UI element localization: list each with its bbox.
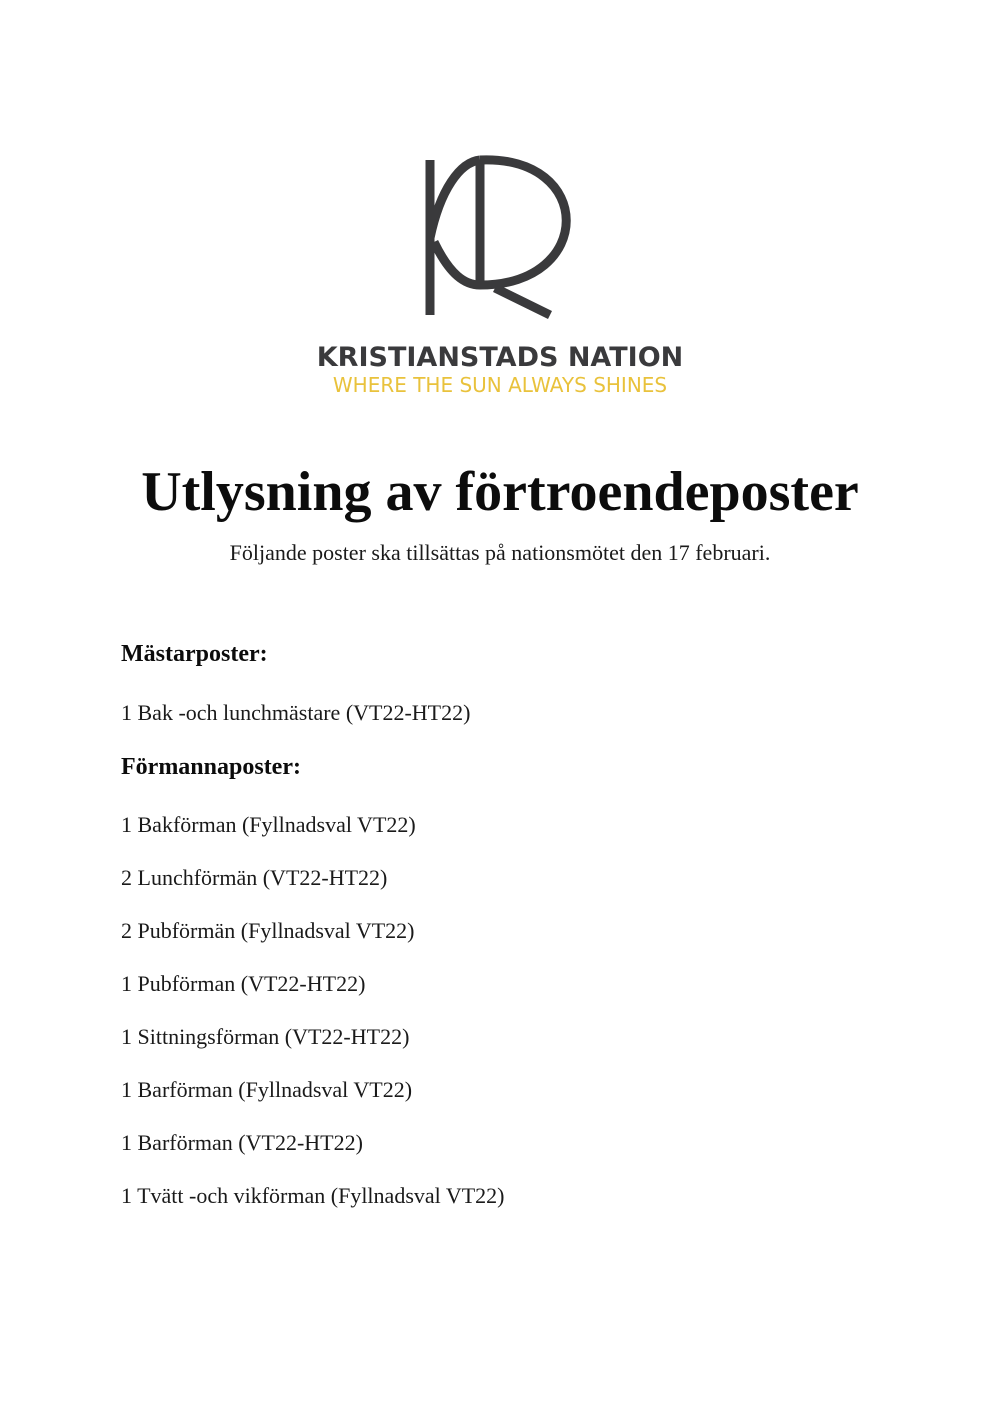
org-tagline: WHERE THE SUN ALWAYS SHINES [332, 373, 668, 397]
list-item: 1 Barförman (VT22-HT22) [121, 1130, 363, 1155]
logo [0, 150, 1000, 320]
page-title: Utlysning av förtroendeposter [141, 461, 859, 523]
section-heading-formannaposter: Förmannaposter: [121, 754, 301, 780]
list-item: 1 Pubförman (VT22-HT22) [121, 971, 366, 996]
list-item: 1 Bak -och lunchmästare (VT22-HT22) [121, 700, 471, 725]
list-item: 1 Barförman (Fyllnadsval VT22) [121, 1077, 413, 1102]
list-item: 1 Tvätt -och vikförman (Fyllnadsval VT22) [121, 1183, 505, 1208]
list-item: 2 Pubförmän (Fyllnadsval VT22) [121, 918, 415, 943]
section-heading-mastarposter: Mästarposter: [121, 641, 268, 667]
list-item: 2 Lunchförmän (VT22-HT22) [121, 865, 388, 890]
kr-monogram-logo [420, 150, 580, 320]
org-name: KRISTIANSTADS NATION [316, 342, 684, 373]
list-item: 1 Bakförman (Fyllnadsval VT22) [121, 812, 416, 837]
page-subtitle: Följande poster ska tillsättas på nationsmötet den 17 februari. [229, 540, 771, 565]
list-item: 1 Sittningsförman (VT22-HT22) [121, 1024, 410, 1049]
